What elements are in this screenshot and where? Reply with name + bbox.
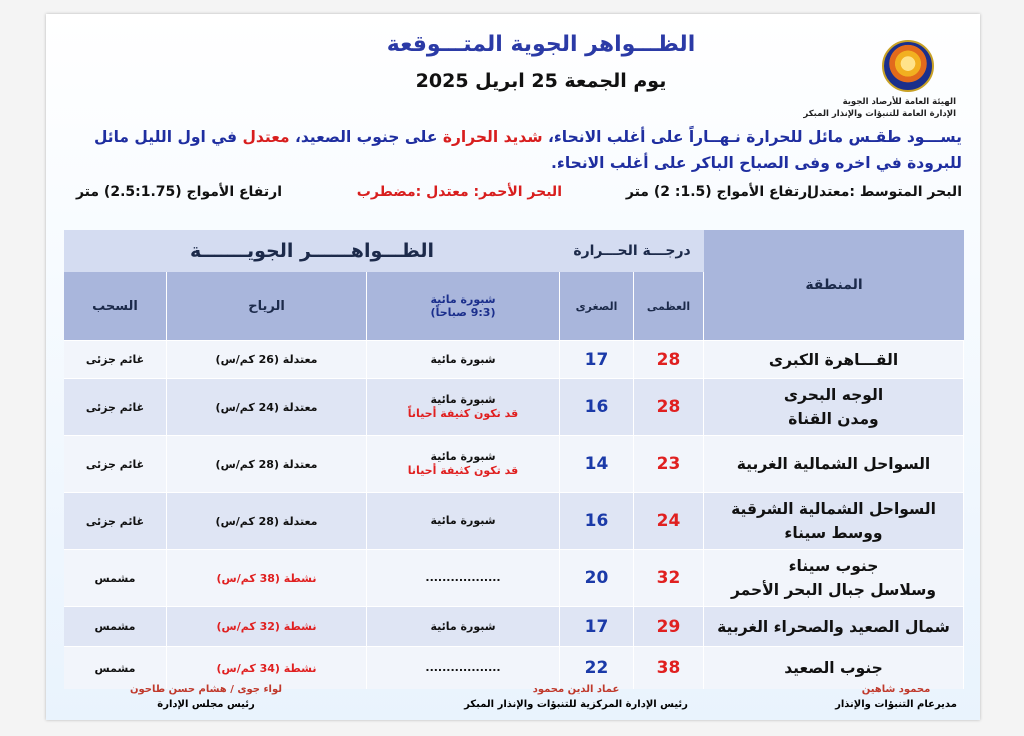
region-name: شمال الصعيد والصحراء الغربية [717,617,950,636]
cloud-cell: مشمس [64,550,167,606]
organization-name: الهيئة العامة للأرصاد الجوية الإدارة العامة للتنبؤات والإنذار المبكر [803,97,956,119]
mediterranean-waves: ارتفاع الأمواج (1.5: 2) متر [625,184,812,200]
red-sea-state: البحر الأحمر: معتدل :مضطرب [356,184,562,200]
wind-cell: معتدلة (28 كم/س) [167,436,367,492]
header-clouds: السحب [64,272,167,340]
region-name: القـــاهرة الكبرى [768,350,899,369]
min-temp-cell: 17 [560,607,634,646]
region-name: جنوب الصعيد [784,659,883,677]
footer-signature-center: عماد الدين محمود رئيس الإدارة المركزية للتنبؤات والإنذار المبكر [464,684,688,710]
page-title: الظـــواهر الجوية المتـــوقعة [386,32,696,57]
cloud-cell: غائم جزئى [64,493,167,549]
min-temp-cell: 14 [560,436,634,492]
max-temp-cell: 24 [634,493,704,549]
header-temperature: درجـــة الحـــرارة [560,230,704,272]
forecast-card [46,14,980,720]
region-name-line2: ومدن القناة [788,410,879,428]
region-name: جنوب سيناء [788,557,879,575]
cloud-cell: غائم جزئى [64,436,167,492]
wind-cell: نشطة (38 كم/س) [167,550,367,606]
forecast-table [64,230,964,682]
footer-signature-left: لواء جوى / هشام حسن طاحون رئيس مجلس الإدارة [129,684,283,710]
region-cell [704,550,964,606]
min-temp-cell: 22 [560,647,634,689]
authority-logo-icon [882,40,934,92]
header-wind: الرياح [167,272,367,340]
cloud-cell: مشمس [64,647,167,689]
cloud-cell: غائم جزئى [64,379,167,435]
table-row [64,435,964,492]
red-sea-waves: ارتفاع الأمواج (2.5:1.75) متر [75,184,282,200]
table-row [64,340,964,378]
fog-value: .................. [425,661,501,674]
fog-value: شبورة مائية [430,352,496,366]
min-temp-cell: 16 [560,379,634,435]
header-max: العظمى [634,272,704,340]
header-min: الصغرى [560,272,634,340]
wind-cell: معتدلة (28 كم/س) [167,493,367,549]
table-row [64,549,964,606]
fog-value: شبورة مائية [430,514,496,527]
header-phenomena: الظـــواهــــــر الجويـــــــة [64,230,560,272]
max-temp-cell: 23 [634,436,704,492]
region-name: الوجه البحرى [783,386,884,404]
cloud-cell: مشمس [64,607,167,646]
region-name: السواحل الشمالية الشرقية [731,500,936,518]
forecast-date: يوم الجمعة 25 ابريل 2025 [415,70,667,92]
max-temp-cell: 29 [634,607,704,646]
table-row [64,492,964,549]
wind-cell: معتدلة (26 كم/س) [167,341,367,378]
fog-note: قد تكون كثيفة أحيانا [407,464,519,477]
wind-cell: نشطة (32 كم/س) [167,607,367,646]
fog-value: شبورة مائية [430,450,496,463]
footer-signature-right: محمود شاهين مديرعام التنبؤات والإنذار [835,684,957,710]
header-fog: شبورة مائية (9:3 صباحاً) [367,272,560,340]
fog-cell [367,341,560,378]
fog-cell [367,493,560,549]
weather-description: يســـود طقـس مائل للحرارة نـهــاراً على أغلب الانحاء، شديد الحرارة على جنوب الصعيد، معتدل في اول الليل مائل للبرودة في اخره وفى الصباح الباكر على أغلب الانحاء. [93,128,962,172]
region-cell [704,379,964,435]
wind-cell: نشطة (34 كم/س) [167,647,367,689]
fog-note: قد تكون كثيفة أحياناً [407,407,519,420]
fog-value: شبورة مائية [430,619,496,633]
fog-cell [367,436,560,492]
region-name-line2: ووسط سيناء [784,524,883,542]
region-name: السواحل الشمالية الغربية [736,455,931,473]
fog-cell [367,379,560,435]
mediterranean-state: البحر المتوسط :معتدل [806,184,962,200]
max-temp-cell: 28 [634,379,704,435]
region-name-line2: وسلاسل جبال البحر الأحمر [731,581,937,599]
region-cell [704,341,964,378]
wind-cell: معتدلة (24 كم/س) [167,379,367,435]
cloud-cell: غائم جزئى [64,341,167,378]
max-temp-cell: 38 [634,647,704,689]
sea-conditions [60,184,962,208]
region-cell [704,607,964,646]
table-row [64,606,964,646]
header-region: المنطقة [704,230,964,340]
fog-value: .................. [425,571,501,584]
min-temp-cell: 16 [560,493,634,549]
min-temp-cell: 17 [560,341,634,378]
fog-cell [367,607,560,646]
region-cell [704,436,964,492]
fog-cell [367,550,560,606]
max-temp-cell: 28 [634,341,704,378]
min-temp-cell: 20 [560,550,634,606]
fog-value: شبورة مائية [430,393,496,406]
table-row [64,378,964,435]
region-cell [704,493,964,549]
max-temp-cell: 32 [634,550,704,606]
